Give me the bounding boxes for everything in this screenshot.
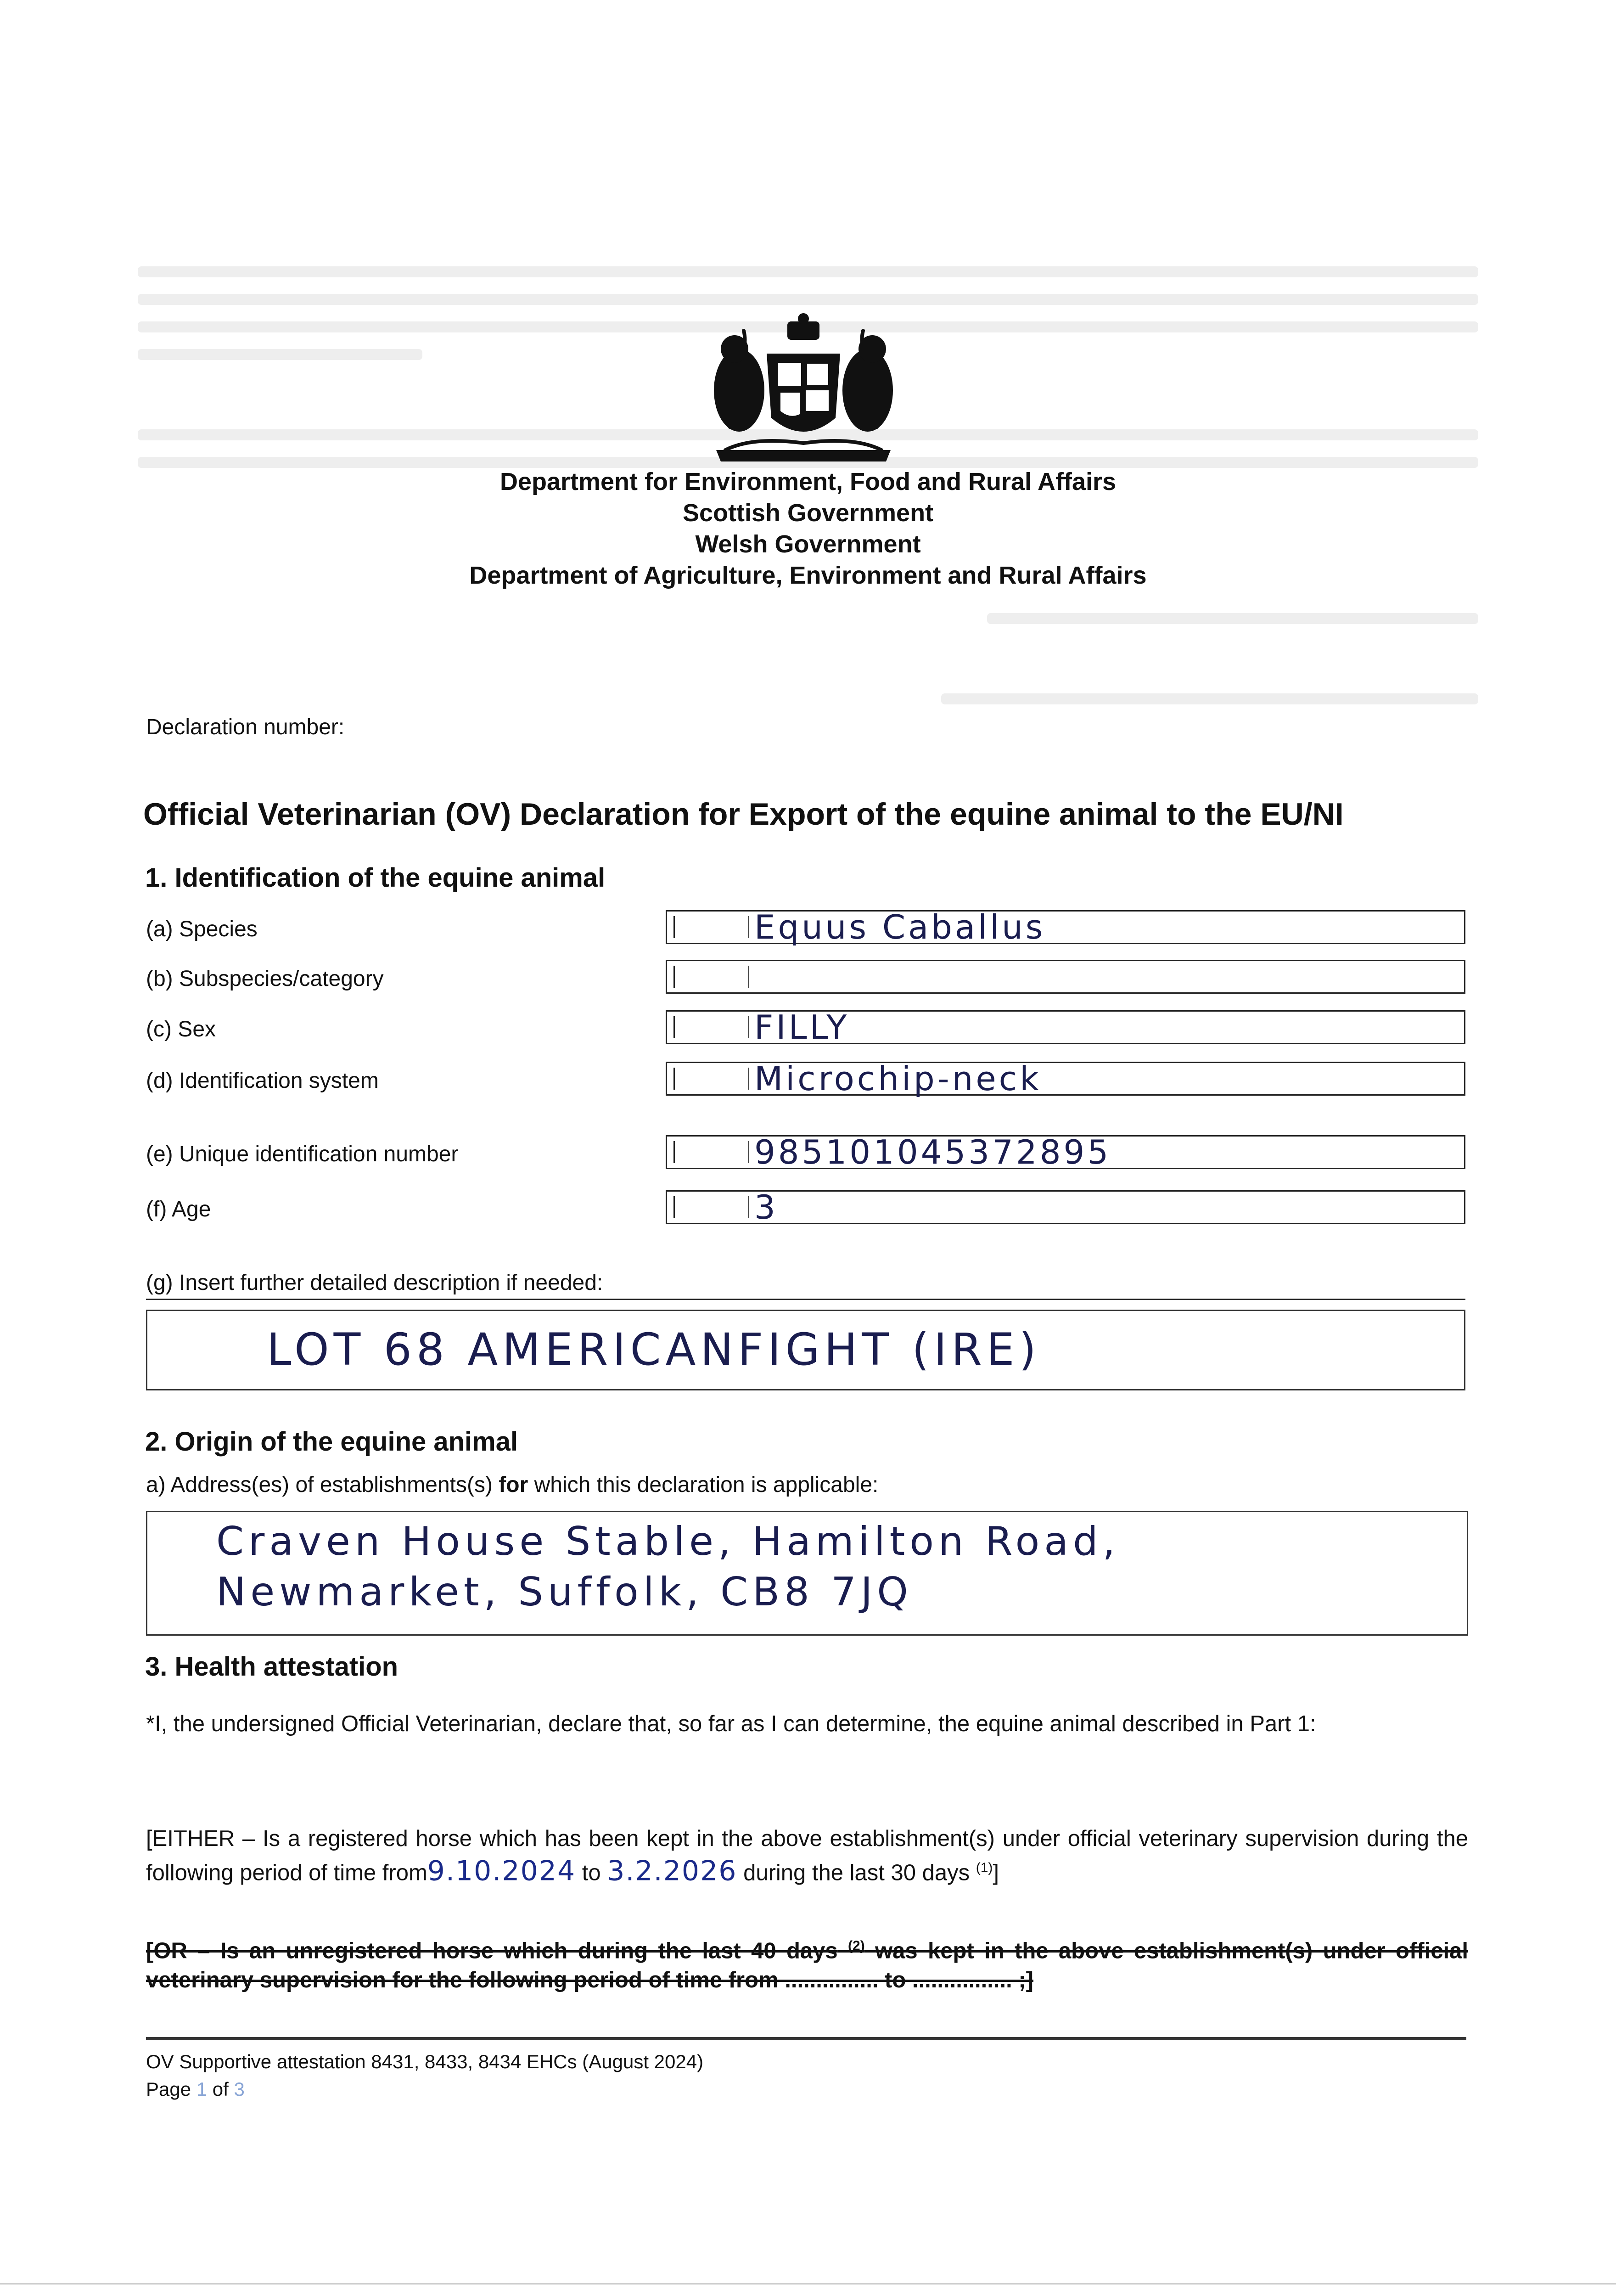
divider <box>146 1299 1465 1300</box>
further-description-label: (g) Insert further detailed description if needed: <box>146 1271 603 1295</box>
field-tick <box>673 916 675 938</box>
field-tick <box>748 1141 749 1163</box>
either-clause <box>146 1824 1468 1887</box>
address-label <box>146 1472 878 1497</box>
show-through <box>987 613 1478 624</box>
either-text: [EITHER – Is a registered horse which has been kept in the above establishment(s) under official veterinary supervision during the following period of time from <box>146 1826 1468 1885</box>
scan-edge <box>0 2283 1616 2285</box>
identification-system-value: Microchip-neck <box>754 1059 1042 1098</box>
page-title: Official Veterinarian (OV) Declaration for Export of the equine animal to the EU/NI <box>143 797 1344 832</box>
address-label-text: which this declaration is applicable: <box>528 1473 879 1497</box>
either-close: ] <box>993 1860 999 1885</box>
age-field[interactable] <box>666 1188 1465 1227</box>
departments-header <box>0 466 1616 591</box>
section2-heading: 2. Origin of the equine animal <box>145 1427 518 1457</box>
page-word: Page <box>146 2078 191 2100</box>
sex-field[interactable] <box>666 1008 1465 1047</box>
sex-label: (c) Sex <box>146 1017 216 1041</box>
department-line: Welsh Government <box>695 530 921 558</box>
identification-system-field[interactable] <box>666 1059 1465 1098</box>
section3-heading: 3. Health attestation <box>145 1652 398 1682</box>
field-tick <box>748 966 749 988</box>
either-to-word: to <box>582 1860 601 1885</box>
field-tick <box>673 966 675 988</box>
page-footer <box>146 2048 703 2103</box>
or-text: was kept in the above establishment(s) under official veterinary supervision for the following period of time from ............... to ................ ;] <box>146 1938 1468 1993</box>
page-number: 1 <box>196 2078 208 2100</box>
sex-value: FILLY <box>754 1008 850 1047</box>
address-line-1: Craven House Stable, Hamilton Road, <box>216 1519 1120 1564</box>
page-indicator <box>146 2076 703 2103</box>
footnote-ref: (1) <box>976 1860 993 1875</box>
field-tick <box>673 1141 675 1163</box>
royal-coat-of-arms-icon <box>698 312 909 464</box>
footer-divider <box>146 2037 1466 2040</box>
address-line-2: Newmarket, Suffolk, CB8 7JQ <box>216 1569 913 1615</box>
age-label: (f) Age <box>146 1197 211 1221</box>
further-description-field[interactable] <box>146 1310 1465 1390</box>
field-tick <box>748 1016 749 1038</box>
field-tick <box>748 1068 749 1090</box>
show-through <box>941 693 1478 704</box>
declaration-number-label: Declaration number: <box>146 715 345 739</box>
address-field[interactable] <box>146 1511 1468 1636</box>
species-label: (a) Species <box>146 917 258 941</box>
age-value: 3 <box>754 1188 778 1227</box>
show-through <box>138 266 1478 277</box>
department-line: Department for Environment, Food and Rural Affairs <box>499 468 1117 495</box>
field-tick <box>673 1068 675 1090</box>
unique-id-field[interactable] <box>666 1135 1465 1169</box>
or-clause-struck <box>146 1931 1468 1995</box>
field-tick <box>673 1196 675 1218</box>
identification-system-label: (d) Identification system <box>146 1069 379 1093</box>
address-label-text: a) Address(es) of establishments(s) <box>146 1473 499 1497</box>
field-tick <box>673 1016 675 1038</box>
department-line: Scottish Government <box>682 499 934 527</box>
unique-id-label: (e) Unique identification number <box>146 1142 459 1166</box>
show-through <box>138 349 422 360</box>
either-text: during the last 30 days <box>743 1860 970 1885</box>
page-total: 3 <box>234 2078 245 2100</box>
further-description-value: LOT 68 AMERICANFIGHT (IRE) <box>267 1324 1041 1375</box>
either-to-date[interactable]: 3.2.2026 <box>607 1855 737 1887</box>
footnote-ref: (2) <box>848 1938 865 1953</box>
or-text: [OR – Is an unregistered horse which during the last 40 days <box>146 1938 838 1964</box>
field-tick <box>748 1196 749 1218</box>
either-from-date[interactable]: 9.10.2024 <box>427 1855 576 1887</box>
species-value: Equus Caballus <box>754 908 1046 946</box>
department-line: Department of Agriculture, Environment and Rural Affairs <box>469 562 1147 589</box>
unique-id-value: 985101045372895 <box>754 1133 1111 1171</box>
species-field[interactable] <box>666 910 1465 944</box>
address-label-bold: for <box>499 1473 528 1497</box>
subspecies-field[interactable] <box>666 960 1465 994</box>
field-tick <box>748 916 749 938</box>
subspecies-label: (b) Subspecies/category <box>146 967 384 991</box>
section1-heading: 1. Identification of the equine animal <box>145 863 606 893</box>
attestation-intro: *I, the undersigned Official Veterinarian, declare that, so far as I can determine, the equine animal described in Part 1: <box>146 1711 1316 1736</box>
footer-reference: OV Supportive attestation 8431, 8433, 8434 EHCs (August 2024) <box>146 2051 704 2072</box>
show-through <box>138 294 1478 305</box>
of-word: of <box>212 2078 229 2100</box>
